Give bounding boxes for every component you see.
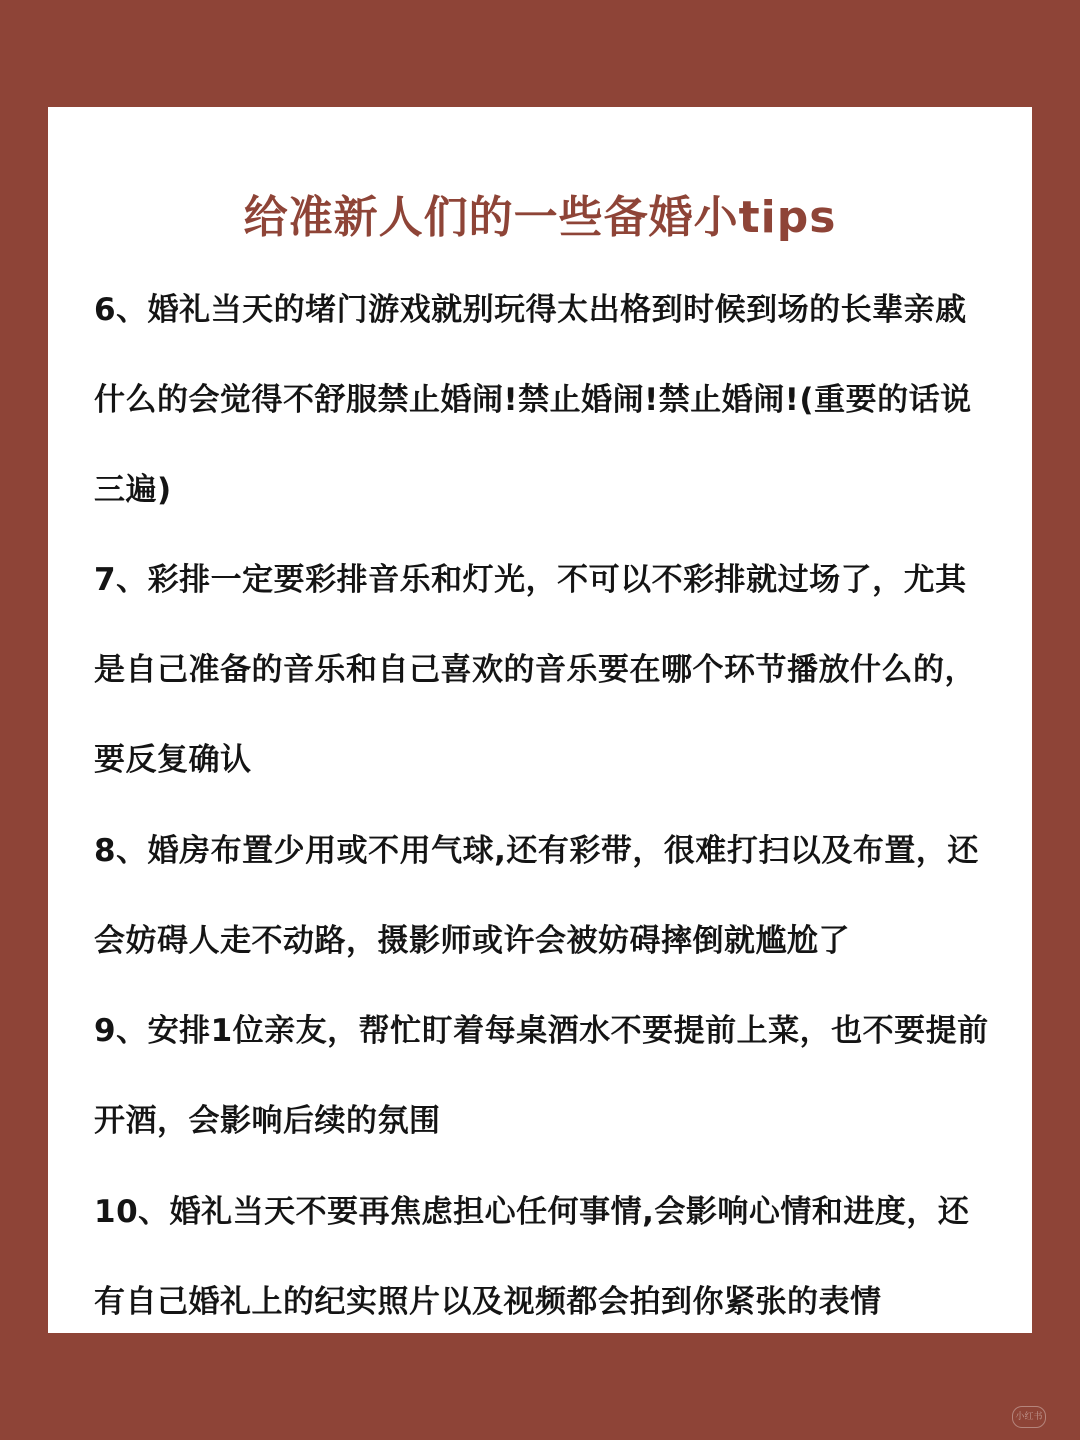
tip-item-7: 7、彩排一定要彩排音乐和灯光，不可以不彩排就过场了，尤其是自己准备的音乐和自己喜欢的音乐要在哪个环节播放什么的，要反复确认 bbox=[94, 562, 976, 778]
tip-item-8: 8、婚房布置少用或不用气球,还有彩带，很难打扫以及布置，还会妨碍人走不动路，摄影师或许会被妨碍摔倒就尴尬了 bbox=[94, 833, 979, 959]
watermark-logo: 小红书 bbox=[1012, 1406, 1046, 1428]
tip-item-10: 10、婚礼当天不要再焦虑担心任何事情,会影响心情和进度，还有自己婚礼上的纪实照片以及视频都会拍到你紧张的表情 bbox=[94, 1194, 970, 1320]
tip-item-6: 6、婚礼当天的堵门游戏就别玩得太出格到时候到场的长辈亲戚什么的会觉得不舒服禁止婚闹!禁止婚闹!禁止婚闹!(重要的话说三遍) bbox=[94, 292, 972, 508]
page-title: 给准新人们的一些备婚小tips bbox=[243, 192, 837, 243]
tip-item-9: 9、安排1位亲友，帮忙盯着每桌酒水不要提前上菜，也不要提前开酒，会影响后续的氛围 bbox=[94, 1013, 989, 1139]
